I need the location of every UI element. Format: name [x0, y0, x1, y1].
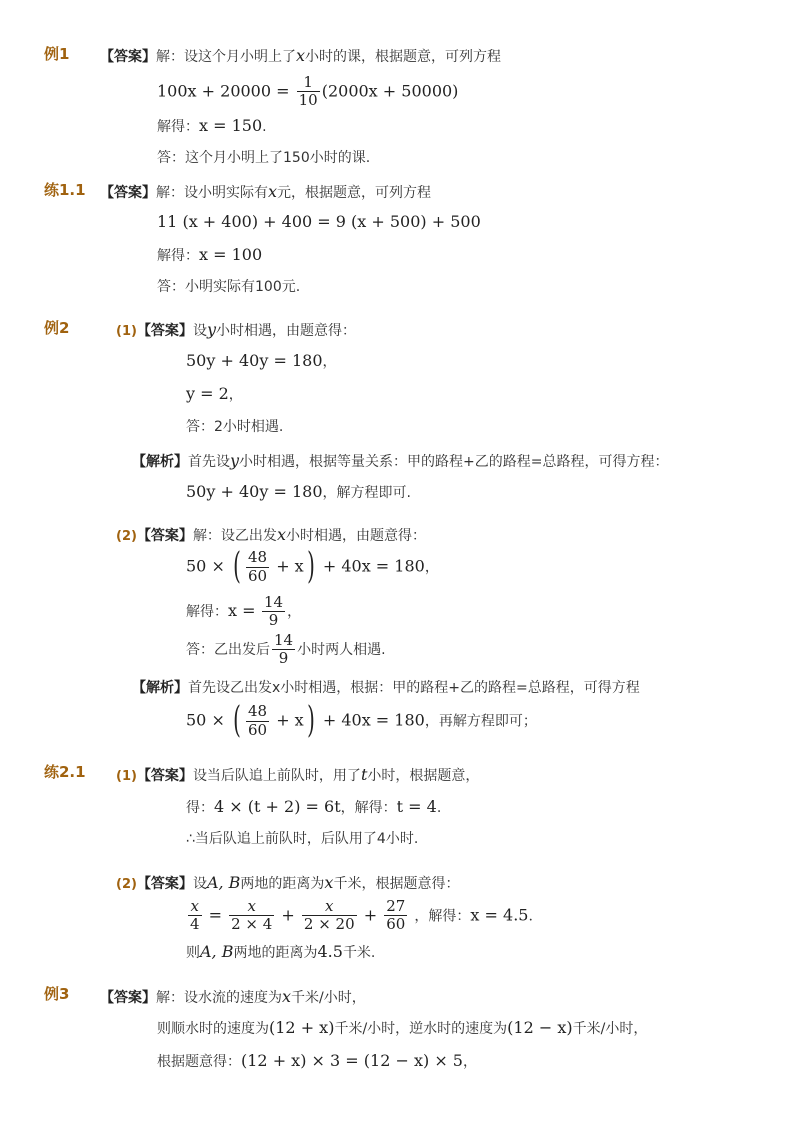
equation-right: (2000x + 50000): [321, 81, 459, 101]
punctuation: ，: [462, 1054, 477, 1070]
solve-label: 解得：: [157, 248, 199, 264]
example-2-part-1-analysis-equation: [186, 484, 411, 500]
fraction: [297, 74, 320, 110]
analysis-text: ，再解方程即可；: [424, 713, 537, 730]
fraction: [246, 549, 269, 585]
practice-1-1-intro: [100, 184, 431, 200]
fraction-denominator: 9: [278, 649, 289, 668]
fraction-denominator: 60: [248, 566, 268, 585]
fraction-numerator: [188, 898, 202, 916]
analysis-tag: 【解析】: [132, 454, 188, 470]
practice-2-1-part-2-conclusion: [186, 944, 375, 960]
intro-text: 解：设乙出发: [192, 528, 277, 544]
text: 则顺水时的速度为: [157, 1021, 269, 1037]
fraction: [188, 898, 202, 934]
intro-text: 小时相遇，由题意得：: [215, 323, 356, 339]
punctuation: .: [528, 908, 533, 925]
equation: y = 2: [186, 384, 229, 403]
example-2-part-1-analysis: [132, 453, 669, 469]
practice-2-1-part-1-intro: [116, 767, 479, 783]
solve-end: .: [262, 119, 267, 135]
example-2-part-2-analysis-equation: [186, 700, 537, 741]
fraction-denominator: 60: [248, 720, 268, 739]
numerator-text: x: [190, 897, 199, 915]
fraction-denominator: 10: [298, 91, 318, 110]
intro-text: 设当后队追上前队时，用了: [192, 768, 361, 784]
solve-equation: x =: [228, 600, 256, 620]
part-number: (1): [116, 769, 137, 784]
text: 千米/小时，逆水时的速度为: [334, 1021, 508, 1037]
example-2-part-2-equation: [186, 546, 439, 587]
punctuation: ，: [322, 354, 337, 370]
intro-text: 解：设小明实际有: [156, 185, 268, 201]
fraction-numerator: 48: [248, 548, 268, 567]
answer-tag: 【答案】: [100, 49, 156, 65]
example-3-label: 例3: [44, 985, 70, 1003]
analysis-text: 小时相遇，根据等量关系：甲的路程+乙的路程=总路程，可得方程：: [239, 454, 669, 470]
variable: x: [276, 525, 286, 544]
left-paren: (: [233, 700, 241, 741]
equation-part: + 40x = 180: [322, 710, 425, 730]
variable: t: [360, 765, 368, 784]
fraction-numerator: 14: [263, 593, 284, 611]
example-2-part-1-intro: [116, 322, 356, 338]
intro-text: 千米/小时，: [291, 990, 366, 1006]
fraction-numerator: 48: [248, 702, 268, 721]
answer-tag: 【答案】: [100, 185, 156, 201]
practice-2-1-part-2-equation: $\frac{x}{4}$ = $\frac{x}{2 \times 4}$ + $\frac{x}{2 \times 20}$ + $\frac{27}{60}$ ，解得：x = 4.5.: [190, 897, 533, 934]
solve-equation: x = 150: [199, 116, 263, 135]
part-number: (2): [116, 877, 137, 892]
equation-part: + 40x = 180: [322, 556, 425, 576]
example-2-part-2-answer: [186, 632, 386, 668]
fraction: [229, 898, 274, 934]
solution: x = 4.5: [470, 905, 529, 925]
equation-text: ，解得：: [414, 908, 471, 925]
fraction-numerator: [302, 898, 357, 916]
equation-left: 100x + 20000 =: [157, 81, 290, 101]
intro-text: 解：设水流的速度为: [156, 990, 282, 1006]
intro-text: 小时相遇，由题意得：: [285, 528, 426, 544]
fraction: [384, 898, 407, 934]
example-2-part-2-analysis: [132, 681, 640, 695]
analysis-tag: 【解析】: [132, 680, 188, 696]
intro-text: 解：设这个月小明上了: [156, 49, 296, 65]
fraction-denominator: 2 × 20: [303, 915, 355, 934]
practice-2-1-part-1-derivation: [186, 799, 441, 815]
intro-text: 设: [192, 323, 207, 339]
example-2-part-2-solution: [186, 594, 301, 630]
intro-text: 元，根据题意，可列方程: [277, 185, 432, 201]
fraction-denominator: 4: [190, 915, 200, 934]
fraction: [272, 632, 295, 668]
answer-text: 答：乙出发后: [186, 641, 270, 658]
derivation-label: 得：: [186, 800, 214, 816]
variable: x: [296, 46, 306, 65]
variable: x: [268, 182, 278, 201]
right-paren: ): [306, 700, 315, 741]
fraction-numerator: [229, 898, 274, 916]
variables: A, B: [206, 873, 241, 892]
example-1-solution: [157, 118, 267, 134]
analysis-text: 首先设: [188, 454, 230, 470]
fraction-numerator: 27: [386, 897, 406, 915]
example-1-equation: [157, 74, 458, 110]
answer-tag: 【答案】: [100, 990, 156, 1006]
practice-2-1-part-2-intro: [116, 875, 459, 891]
variables: A, B: [200, 942, 234, 961]
example-1-answer: 答：这个月小明上了150小时的课.: [157, 150, 371, 166]
example-3-line-3: [157, 1053, 477, 1069]
variable: y: [206, 320, 216, 339]
numerator-text: x: [247, 897, 256, 915]
analysis-text: ，解方程即可.: [322, 485, 411, 501]
practice-1-1-label: 练1.1: [44, 181, 86, 199]
fraction-numerator: 1: [297, 74, 320, 92]
analysis-text: 首先设乙出发x小时相遇，根据：甲的路程+乙的路程=总路程，可得方程: [188, 680, 640, 696]
intro-text: 设: [192, 876, 207, 892]
intro-text: 千米，根据题意得：: [333, 876, 460, 892]
conclusion-text: 千米.: [342, 945, 376, 961]
practice-1-1-answer: 答：小明实际有100元.: [157, 279, 301, 295]
conclusion-text: 则: [186, 945, 200, 961]
punctuation: ，: [228, 387, 243, 403]
equation: 50y + 40y = 180: [186, 351, 323, 370]
solve-equation: x = 100: [199, 245, 263, 264]
variable: y: [230, 451, 240, 470]
expression: (12 − x): [507, 1018, 573, 1037]
example-2-part-2-intro: [116, 527, 426, 543]
practice-1-1-solution: [157, 247, 262, 263]
example-3-intro: [100, 989, 366, 1005]
text: 千米/小时，: [572, 1021, 648, 1037]
intro-text: 小时，根据题意，: [367, 768, 480, 784]
fraction-denominator: 60: [386, 915, 406, 934]
practice-2-1-part-1-conclusion: ∴当后队追上前队时，后队用了4小时.: [186, 831, 419, 847]
part-number: (1): [116, 324, 137, 339]
example-3-line-2: [157, 1020, 647, 1036]
solve-label: 解得：: [157, 119, 199, 135]
punctuation: .: [436, 800, 442, 816]
solve-label: 解得：: [186, 603, 228, 620]
fraction: [302, 898, 357, 934]
example-2-label: 例2: [44, 319, 70, 337]
equation-part: + x: [276, 556, 304, 576]
equation-part: 50 ×: [186, 710, 225, 730]
answer-tag: 【答案】: [136, 876, 193, 892]
left-paren: (: [233, 546, 241, 587]
right-paren: ): [306, 546, 315, 587]
answer-tag: 【答案】: [136, 528, 193, 544]
value: 4.5: [317, 942, 343, 961]
example-1-intro: [100, 48, 501, 64]
practice-1-1-equation: 11 (x + 400) + 400 = 9 (x + 500) + 500: [157, 212, 481, 231]
practice-2-1-label: 练2.1: [44, 763, 86, 781]
equation-part: + x: [276, 710, 304, 730]
expression: (12 + x): [269, 1018, 335, 1037]
fraction-denominator: 9: [268, 611, 279, 630]
example-2-part-1-line-2: [186, 386, 243, 402]
fraction: [262, 594, 285, 630]
part-number: (2): [116, 529, 137, 544]
punctuation: ，: [287, 603, 302, 620]
example-2-part-1-line-1: [186, 353, 337, 369]
fraction: [246, 703, 269, 739]
equation: 50y + 40y = 180: [186, 482, 323, 501]
variable: x: [324, 873, 334, 892]
example-1-label: 例1: [44, 45, 70, 63]
equation: (12 + x) × 3 = (12 − x) × 5: [241, 1051, 463, 1070]
intro-text: 小时的课，根据题意，可列方程: [305, 49, 502, 65]
text: 根据题意得：: [157, 1054, 241, 1070]
equation: 4 × (t + 2) = 6t: [214, 797, 341, 816]
derivation-text: ，解得：: [340, 800, 397, 816]
intro-text: 两地的距离为: [240, 876, 325, 892]
answer-tag: 【答案】: [136, 768, 193, 784]
variable: x: [282, 987, 292, 1006]
punctuation: ，: [424, 559, 439, 576]
solution: t = 4: [396, 797, 437, 816]
example-2-part-1-answer: 答：2小时相遇.: [186, 419, 284, 435]
fraction-numerator: 14: [274, 631, 294, 649]
answer-text: 小时两人相遇.: [297, 641, 386, 658]
fraction-denominator: 2 × 4: [231, 915, 273, 934]
conclusion-text: 两地的距离为: [233, 945, 318, 961]
equation-part: 50 ×: [186, 556, 225, 576]
answer-tag: 【答案】: [136, 323, 193, 339]
numerator-text: x: [325, 897, 334, 915]
